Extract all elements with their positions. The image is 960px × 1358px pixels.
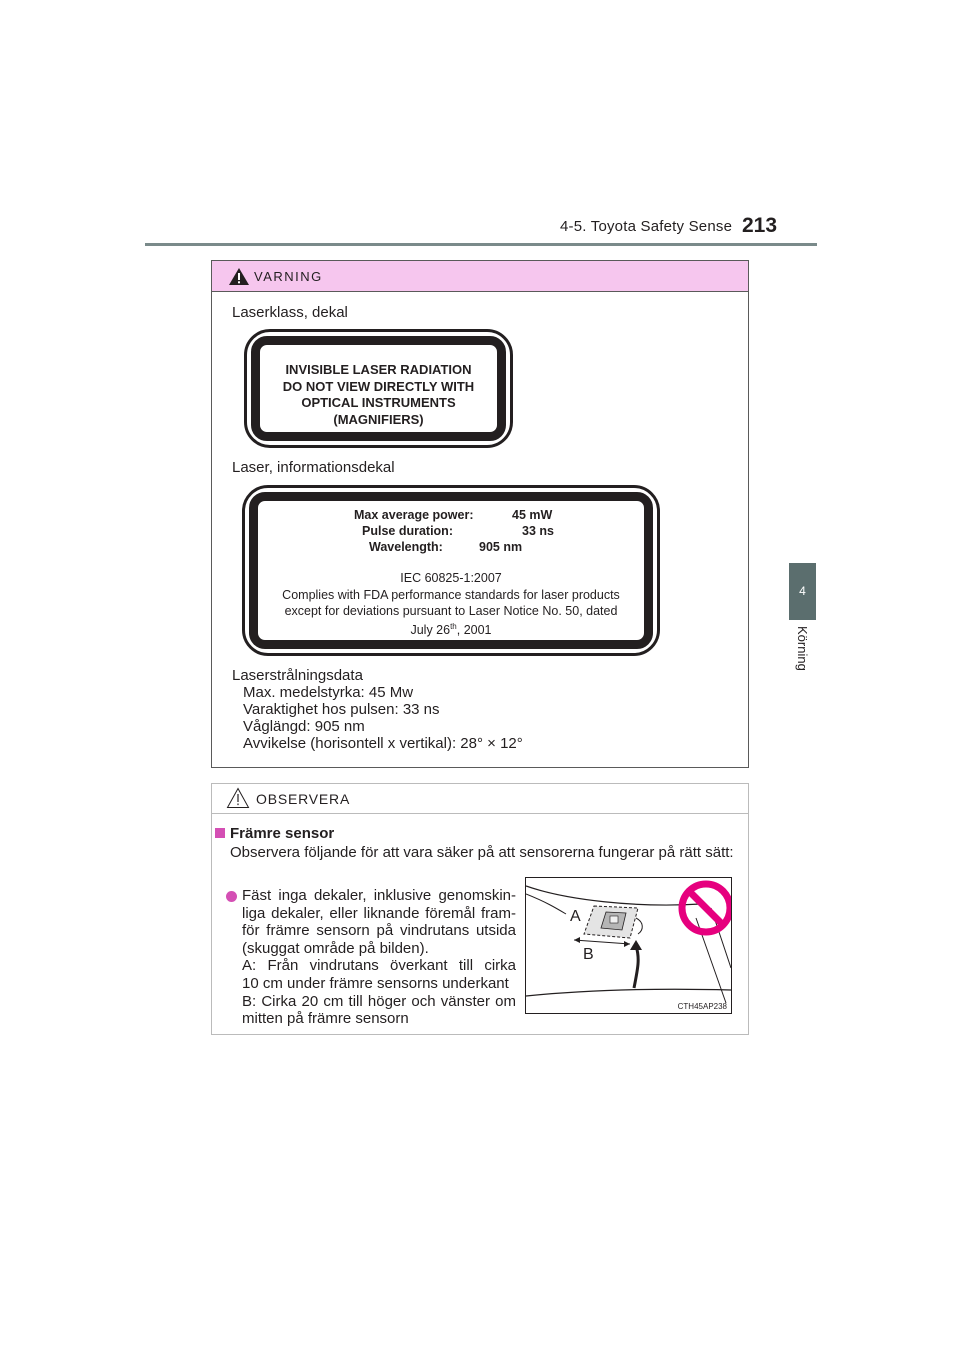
bullet-text bbox=[242, 887, 516, 1028]
windshield-drawing bbox=[526, 878, 731, 1013]
laser-class-line: (MAGNIFIERS) bbox=[333, 411, 424, 427]
date-sup: th bbox=[450, 622, 457, 631]
power-value: 45 mW bbox=[512, 508, 553, 522]
header-divider bbox=[145, 243, 817, 246]
notice-header bbox=[212, 784, 748, 814]
sensor-illustration bbox=[525, 877, 732, 1014]
warning-header bbox=[212, 261, 748, 292]
notice-title: OBSERVERA bbox=[256, 791, 351, 807]
square-bullet-icon bbox=[215, 828, 225, 838]
bullet-line: 10 cm under främre sensorns underkant bbox=[242, 974, 509, 992]
date-suffix: , 2001 bbox=[456, 623, 492, 638]
bullet-line: A: Från vindrutans överkant till cirka bbox=[242, 957, 516, 975]
warning-triangle-icon bbox=[228, 267, 250, 286]
power-label: Max average power: bbox=[354, 508, 474, 522]
notice-box bbox=[211, 783, 749, 1035]
label-b: B bbox=[583, 946, 594, 963]
warning-title: VARNING bbox=[254, 269, 323, 284]
wave-label: Wavelength: bbox=[369, 540, 443, 554]
data-caption: Laserstrålningsdata bbox=[232, 667, 363, 684]
wave-value: 905 nm bbox=[479, 540, 523, 554]
data-item: Max. medelstyrka: 45 Mw bbox=[243, 684, 414, 701]
pulse-value: 33 ns bbox=[522, 524, 554, 538]
round-bullet-icon bbox=[226, 891, 237, 902]
laser-class-label bbox=[244, 329, 513, 448]
section-title: 4-5. Toyota Safety Sense bbox=[560, 218, 733, 235]
label1-caption: Laserklass, dekal bbox=[232, 304, 348, 321]
laser-class-line: INVISIBLE LASER RADIATION bbox=[285, 362, 472, 377]
data-item: Våglängd: 905 nm bbox=[243, 718, 365, 735]
bullet-line: liga dekaler, eller liknande föremål fram- bbox=[242, 904, 516, 922]
fda-date bbox=[258, 619, 644, 638]
pulse-label: Pulse duration: bbox=[362, 524, 453, 538]
page-number: 213 bbox=[742, 214, 778, 237]
sensor-heading: Främre sensor bbox=[230, 825, 335, 842]
fda-line-2: except for deviations pursuant to Laser Notice No. 50, dated bbox=[284, 604, 618, 618]
date-prefix: July 26 bbox=[410, 623, 451, 638]
bullet-line: (skuggat område på bilden). bbox=[242, 939, 429, 957]
data-item: Avvikelse (horisontell x vertikal): 28° × 12° bbox=[243, 735, 523, 752]
laser-info-label bbox=[242, 485, 660, 656]
laser-class-text bbox=[260, 362, 497, 428]
standard-text: IEC 60825-1:2007 bbox=[400, 571, 502, 585]
bullet-line: mitten på främre sensorn bbox=[242, 1010, 409, 1028]
label-a: A bbox=[570, 908, 581, 925]
bullet-line: Fäst inga dekaler, inklusive genomskin- bbox=[242, 887, 516, 904]
chapter-tab[interactable]: 4 bbox=[789, 563, 816, 620]
laser-class-label-inner bbox=[251, 336, 506, 441]
illustration-code: CTH45AP238 bbox=[677, 1002, 727, 1011]
bullet-line: B: Cirka 20 cm till höger och vänster om bbox=[242, 992, 516, 1010]
data-item: Varaktighet hos pulsen: 33 ns bbox=[243, 701, 440, 718]
laser-class-line: OPTICAL INSTRUMENTS bbox=[301, 395, 456, 410]
caution-triangle-icon bbox=[226, 787, 250, 809]
label2-caption: Laser, informationsdekal bbox=[232, 459, 395, 476]
warning-box bbox=[211, 260, 749, 768]
laser-class-line: DO NOT VIEW DIRECTLY WITH bbox=[282, 378, 475, 394]
bullet-line: för främre sensorn på vindrutans utsida bbox=[242, 922, 516, 940]
chapter-label: Körning bbox=[795, 626, 810, 671]
fda-line-1: Complies with FDA performance standards for laser products bbox=[282, 588, 620, 602]
sensor-intro: Observera följande för att vara säker på att sensorerna fungerar på rätt sätt: bbox=[230, 844, 734, 861]
laser-info-label-inner bbox=[249, 492, 653, 649]
